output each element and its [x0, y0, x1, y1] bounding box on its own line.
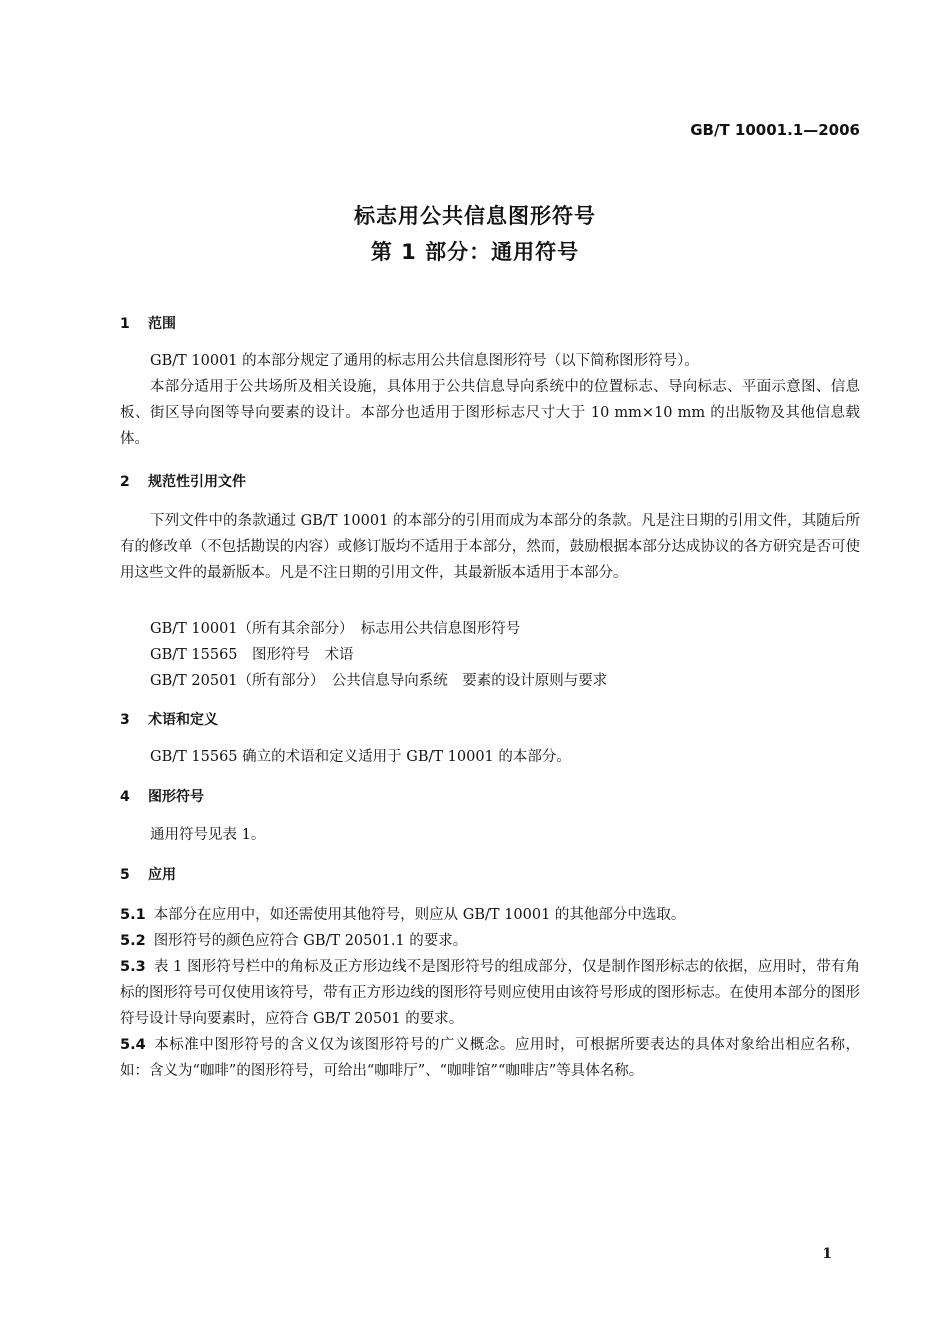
clause-text: 本标准中图形符号的含义仅为该图形符号的广义概念。应用时，可根据所要表达的具体对象给出相应名称，如：含义为“咖啡”的图形符号，可给出“咖啡厅”、“咖啡馆”“咖啡店”等具体名称。 [120, 1037, 860, 1079]
section-title: 范围 [148, 316, 176, 332]
section-2-paragraph-1: 下列文件中的条款通过 GB/T 10001 的本部分的引用而成为本部分的条款。凡是注日期的引用文件，其随后所有的修改单（不包括勘误的内容）或修订版均不适用于本部分，然而，鼓励根据本部分达成协议的各方研究是否可使用这些文件的最新版本。凡是不注日期的引用文件，其最新版本适用于本部分。 [120, 513, 860, 581]
clause-text: 本部分在应用中，如还需使用其他符号，则应从 GB/T 10001 的其他部分中选取。 [153, 907, 686, 923]
section-3-heading [120, 709, 218, 729]
section-4-heading [120, 786, 204, 806]
page-number: 1 [822, 1246, 832, 1262]
section-3-paragraph-1: GB/T 15565 确立的术语和定义适用于 GB/T 10001 的本部分。 [150, 749, 571, 765]
section-number: 4 [120, 789, 130, 805]
section-number: 3 [120, 712, 130, 728]
section-number: 2 [120, 474, 130, 490]
reference-item: GB/T 20501（所有部分） 公共信息导向系统 要素的设计原则与要求 [150, 673, 608, 689]
section-title: 规范性引用文件 [148, 474, 246, 490]
section-title: 图形符号 [148, 789, 204, 805]
clause-number: 5.1 [120, 907, 146, 923]
clause-text: 图形符号的颜色应符合 GB/T 20501.1 的要求。 [153, 933, 468, 949]
section-2-heading [120, 471, 246, 491]
document-subtitle: 第 1 部分：通用符号 [370, 240, 580, 264]
section-title: 术语和定义 [148, 712, 218, 728]
section-title: 应用 [148, 867, 176, 883]
clause-number: 5.3 [120, 959, 146, 975]
reference-item: GB/T 15565 图形符号 术语 [150, 647, 354, 663]
reference-item: GB/T 10001（所有其余部分） 标志用公共信息图形符号 [150, 621, 521, 637]
clause-number: 5.4 [120, 1037, 146, 1053]
clause-5-2 [120, 928, 860, 954]
standard-number: GB/T 10001.1—2006 [690, 121, 860, 139]
section-1-paragraph-2: 本部分适用于公共场所及相关设施，具体用于公共信息导向系统中的位置标志、导向标志、平面示意图、信息板、街区导向图等导向要素的设计。本部分也适用于图形标志尺寸大于 10 mm×10 mm 的出版物及其他信息载体。 [120, 379, 860, 447]
section-number: 1 [120, 316, 130, 332]
clause-5-3 [120, 954, 860, 1032]
document-title: 标志用公共信息图形符号 [354, 204, 596, 228]
clause-number: 5.2 [120, 933, 146, 949]
clause-5-4 [120, 1032, 860, 1084]
section-number: 5 [120, 867, 130, 883]
section-5-heading [120, 864, 176, 884]
section-1-heading [120, 313, 176, 333]
section-4-paragraph-1: 通用符号见表 1。 [150, 827, 266, 843]
clause-5-1 [120, 902, 860, 928]
section-1-paragraph-1: GB/T 10001 的本部分规定了通用的标志用公共信息图形符号（以下简称图形符号）。 [150, 353, 699, 369]
clause-text: 表 1 图形符号栏中的角标及正方形边线不是图形符号的组成部分，仅是制作图形标志的依据，应用时，带有角标的图形符号可仅使用该符号，带有正方形边线的图形符号则应使用由该符号形成的图形标志。在使用本部分的图形符号设计导向要素时，应符合 GB/T 20501 的要求。 [120, 959, 860, 1027]
